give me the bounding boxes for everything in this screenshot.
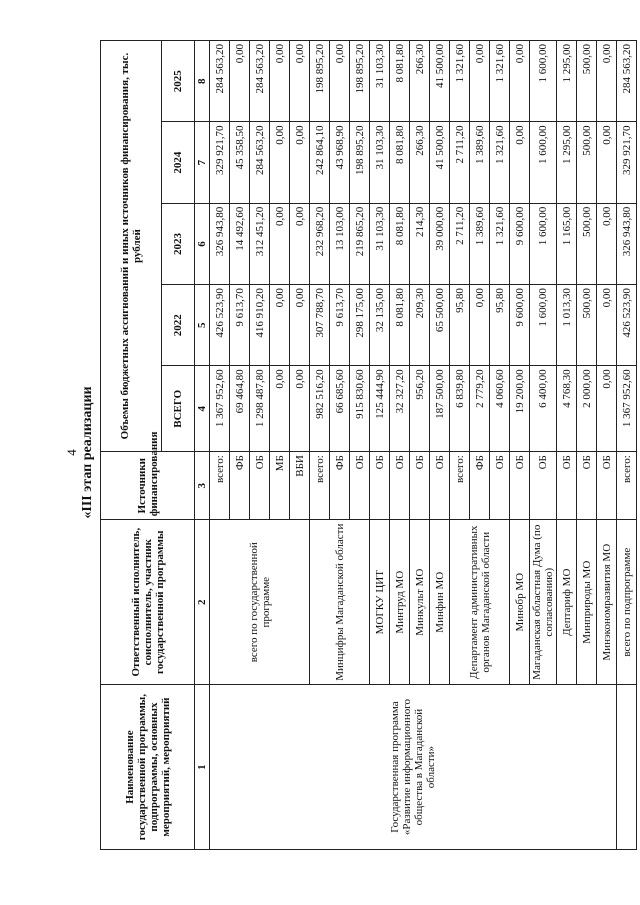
- empty-name-cell: [617, 685, 637, 850]
- amount-cell: 0,00: [597, 285, 617, 366]
- responsible-cell: Магаданская областная Дума (по согласованию): [530, 520, 557, 685]
- amount-cell: 2 779,20: [470, 366, 490, 452]
- amount-cell: 31 103,30: [370, 203, 390, 284]
- amount-cell: 326 943,80: [617, 203, 637, 284]
- column-number: 1: [195, 685, 210, 850]
- amount-cell: 214,30: [410, 203, 430, 284]
- source-cell: ОБ: [597, 452, 617, 520]
- amount-cell: 39 000,00: [430, 203, 450, 284]
- header-year-2022: 2022: [162, 285, 195, 366]
- source-cell: ОБ: [250, 452, 270, 520]
- amount-cell: 95,80: [450, 285, 470, 366]
- amount-cell: 8 081,80: [390, 203, 410, 284]
- amount-cell: 0,00: [270, 203, 290, 284]
- column-number: 4: [195, 366, 210, 452]
- amount-cell: 284 563,20: [250, 122, 270, 203]
- amount-cell: 416 910,20: [250, 285, 270, 366]
- header-year-total: ВСЕГО: [162, 366, 195, 452]
- amount-cell: 500,00: [577, 122, 597, 203]
- source-cell: ОБ: [577, 452, 597, 520]
- amount-cell: 1 600,00: [530, 122, 557, 203]
- amount-cell: 198 895,20: [350, 41, 370, 122]
- amount-cell: 8 081,80: [390, 41, 410, 122]
- amount-cell: 242 864,10: [310, 122, 330, 203]
- amount-cell: 32 327,20: [390, 366, 410, 452]
- column-number: 6: [195, 203, 210, 284]
- amount-cell: 219 865,20: [350, 203, 370, 284]
- amount-cell: 0,00: [290, 41, 310, 122]
- amount-cell: 1 389,60: [470, 122, 490, 203]
- amount-cell: 45 358,50: [230, 122, 250, 203]
- amount-cell: 0,00: [470, 285, 490, 366]
- amount-cell: 326 943,80: [210, 203, 230, 284]
- amount-cell: 14 492,60: [230, 203, 250, 284]
- amount-cell: 1 321,60: [490, 203, 510, 284]
- amount-cell: 1 321,60: [490, 122, 510, 203]
- amount-cell: 982 516,20: [310, 366, 330, 452]
- amount-cell: 0,00: [330, 41, 350, 122]
- source-cell: ОБ: [530, 452, 557, 520]
- amount-cell: 0,00: [270, 41, 290, 122]
- responsible-cell: всего по государственной программе: [210, 520, 310, 685]
- amount-cell: 4 768,30: [557, 366, 577, 452]
- amount-cell: 43 968,90: [330, 122, 350, 203]
- amount-cell: 2 711,20: [450, 122, 470, 203]
- amount-cell: 9 600,00: [510, 285, 530, 366]
- table-row: [617, 41, 637, 850]
- table-row: [210, 41, 230, 850]
- amount-cell: 1 013,30: [557, 285, 577, 366]
- header-responsible: Ответственный исполнитель, соисполнитель, участник государственной программы: [101, 520, 195, 685]
- amount-cell: 187 500,00: [430, 366, 450, 452]
- responsible-cell: Минцифры Магаданской области: [310, 520, 370, 685]
- amount-cell: 500,00: [577, 41, 597, 122]
- source-cell: ОБ: [430, 452, 450, 520]
- amount-cell: 284 563,20: [210, 41, 230, 122]
- amount-cell: 0,00: [270, 122, 290, 203]
- amount-cell: 13 103,00: [330, 203, 350, 284]
- header-source: Источники финансирования: [101, 452, 195, 520]
- amount-cell: 426 523,90: [210, 285, 230, 366]
- amount-cell: 0,00: [510, 41, 530, 122]
- amount-cell: 19 200,00: [510, 366, 530, 452]
- amount-cell: 1 295,00: [557, 122, 577, 203]
- column-number: 8: [195, 41, 210, 122]
- amount-cell: 9 600,00: [510, 203, 530, 284]
- amount-cell: 198 895,20: [350, 122, 370, 203]
- source-cell: всего:: [450, 452, 470, 520]
- responsible-cell: Дептариф МО: [557, 520, 577, 685]
- amount-cell: 0,00: [230, 41, 250, 122]
- amount-cell: 6 400,00: [530, 366, 557, 452]
- amount-cell: 69 464,80: [230, 366, 250, 452]
- amount-cell: 1 600,00: [530, 285, 557, 366]
- amount-cell: 4 060,60: [490, 366, 510, 452]
- amount-cell: 1 367 952,60: [617, 366, 637, 452]
- amount-cell: 2 711,20: [450, 203, 470, 284]
- amount-cell: 125 444,90: [370, 366, 390, 452]
- amount-cell: 329 921,70: [210, 122, 230, 203]
- source-cell: ФБ: [230, 452, 250, 520]
- amount-cell: 1 600,00: [530, 41, 557, 122]
- amount-cell: 956,20: [410, 366, 430, 452]
- source-cell: всего:: [617, 452, 637, 520]
- amount-cell: 198 895,20: [310, 41, 330, 122]
- header-year-2023: 2023: [162, 203, 195, 284]
- header-year-2024: 2024: [162, 122, 195, 203]
- amount-cell: 1 321,60: [450, 41, 470, 122]
- amount-cell: 31 103,30: [370, 122, 390, 203]
- column-number: 2: [195, 520, 210, 685]
- source-cell: ОБ: [557, 452, 577, 520]
- funding-table: [100, 40, 637, 850]
- amount-cell: 0,00: [290, 285, 310, 366]
- amount-cell: 95,80: [490, 285, 510, 366]
- responsible-cell: Минкульт МО: [410, 520, 430, 685]
- source-cell: ОБ: [490, 452, 510, 520]
- header-year-2025: 2025: [162, 41, 195, 122]
- amount-cell: 500,00: [577, 203, 597, 284]
- amount-cell: 209,30: [410, 285, 430, 366]
- responsible-cell: Минприроды МО: [577, 520, 597, 685]
- column-number: 7: [195, 122, 210, 203]
- source-cell: ОБ: [370, 452, 390, 520]
- section-title: «III этап реализации: [80, 386, 95, 519]
- amount-cell: 426 523,90: [617, 285, 637, 366]
- responsible-cell: всего по подпрограмме: [617, 520, 637, 685]
- amount-cell: 500,00: [577, 285, 597, 366]
- amount-cell: 0,00: [290, 203, 310, 284]
- amount-cell: 66 685,60: [330, 366, 350, 452]
- amount-cell: 31 103,30: [370, 41, 390, 122]
- responsible-cell: Минэкономразвития МО: [597, 520, 617, 685]
- amount-cell: 284 563,20: [250, 41, 270, 122]
- source-cell: ОБ: [390, 452, 410, 520]
- source-cell: ОБ: [350, 452, 370, 520]
- amount-cell: 0,00: [510, 122, 530, 203]
- source-cell: всего:: [210, 452, 230, 520]
- amount-cell: 312 451,20: [250, 203, 270, 284]
- amount-cell: 41 500,00: [430, 122, 450, 203]
- amount-cell: 1 600,00: [530, 203, 557, 284]
- header-name: Наименование государственной программы, подпрограммы, основных мероприятий, мероприятий: [101, 685, 195, 850]
- amount-cell: 266,30: [410, 122, 430, 203]
- amount-cell: 266,30: [410, 41, 430, 122]
- amount-cell: 0,00: [597, 366, 617, 452]
- amount-cell: 9 613,70: [230, 285, 250, 366]
- source-cell: ФБ: [470, 452, 490, 520]
- source-cell: МБ: [270, 452, 290, 520]
- amount-cell: 41 500,00: [430, 41, 450, 122]
- source-cell: ВБИ: [290, 452, 310, 520]
- source-cell: ОБ: [410, 452, 430, 520]
- amount-cell: 329 921,70: [617, 122, 637, 203]
- source-cell: ФБ: [330, 452, 350, 520]
- amount-cell: 6 839,80: [450, 366, 470, 452]
- page-number: 4: [64, 449, 79, 456]
- amount-cell: 0,00: [270, 285, 290, 366]
- amount-cell: 0,00: [270, 366, 290, 452]
- header-funding: Объемы бюджетных ассигнований и иных источников финансирования, тыс. рублей: [101, 41, 162, 452]
- source-cell: всего:: [310, 452, 330, 520]
- program-name-cell: Государственная программа «Развитие информационного общества в Магаданской области»: [210, 685, 617, 850]
- amount-cell: 0,00: [597, 41, 617, 122]
- amount-cell: 1 295,00: [557, 41, 577, 122]
- amount-cell: 0,00: [290, 366, 310, 452]
- amount-cell: 8 081,80: [390, 122, 410, 203]
- responsible-cell: Минфин МО: [430, 520, 450, 685]
- amount-cell: 9 613,70: [330, 285, 350, 366]
- column-number: 5: [195, 285, 210, 366]
- amount-cell: 298 175,00: [350, 285, 370, 366]
- amount-cell: 8 081,80: [390, 285, 410, 366]
- amount-cell: 232 968,20: [310, 203, 330, 284]
- amount-cell: 0,00: [290, 122, 310, 203]
- amount-cell: 32 135,00: [370, 285, 390, 366]
- responsible-cell: МОГКУ ЦИТ: [370, 520, 390, 685]
- amount-cell: 284 563,20: [617, 41, 637, 122]
- responsible-cell: Департамент административных органов Магаданской области: [450, 520, 510, 685]
- amount-cell: 1 367 952,60: [210, 366, 230, 452]
- amount-cell: 915 830,60: [350, 366, 370, 452]
- amount-cell: 1 389,60: [470, 203, 490, 284]
- amount-cell: 65 500,00: [430, 285, 450, 366]
- amount-cell: 2 000,00: [577, 366, 597, 452]
- responsible-cell: Минтруд МО: [390, 520, 410, 685]
- source-cell: ОБ: [510, 452, 530, 520]
- amount-cell: 1 298 487,80: [250, 366, 270, 452]
- amount-cell: 307 788,70: [310, 285, 330, 366]
- amount-cell: 0,00: [597, 122, 617, 203]
- responsible-cell: Минобр МО: [510, 520, 530, 685]
- amount-cell: 1 165,00: [557, 203, 577, 284]
- column-number: 3: [195, 452, 210, 520]
- amount-cell: 1 321,60: [490, 41, 510, 122]
- amount-cell: 0,00: [470, 41, 490, 122]
- amount-cell: 0,00: [597, 203, 617, 284]
